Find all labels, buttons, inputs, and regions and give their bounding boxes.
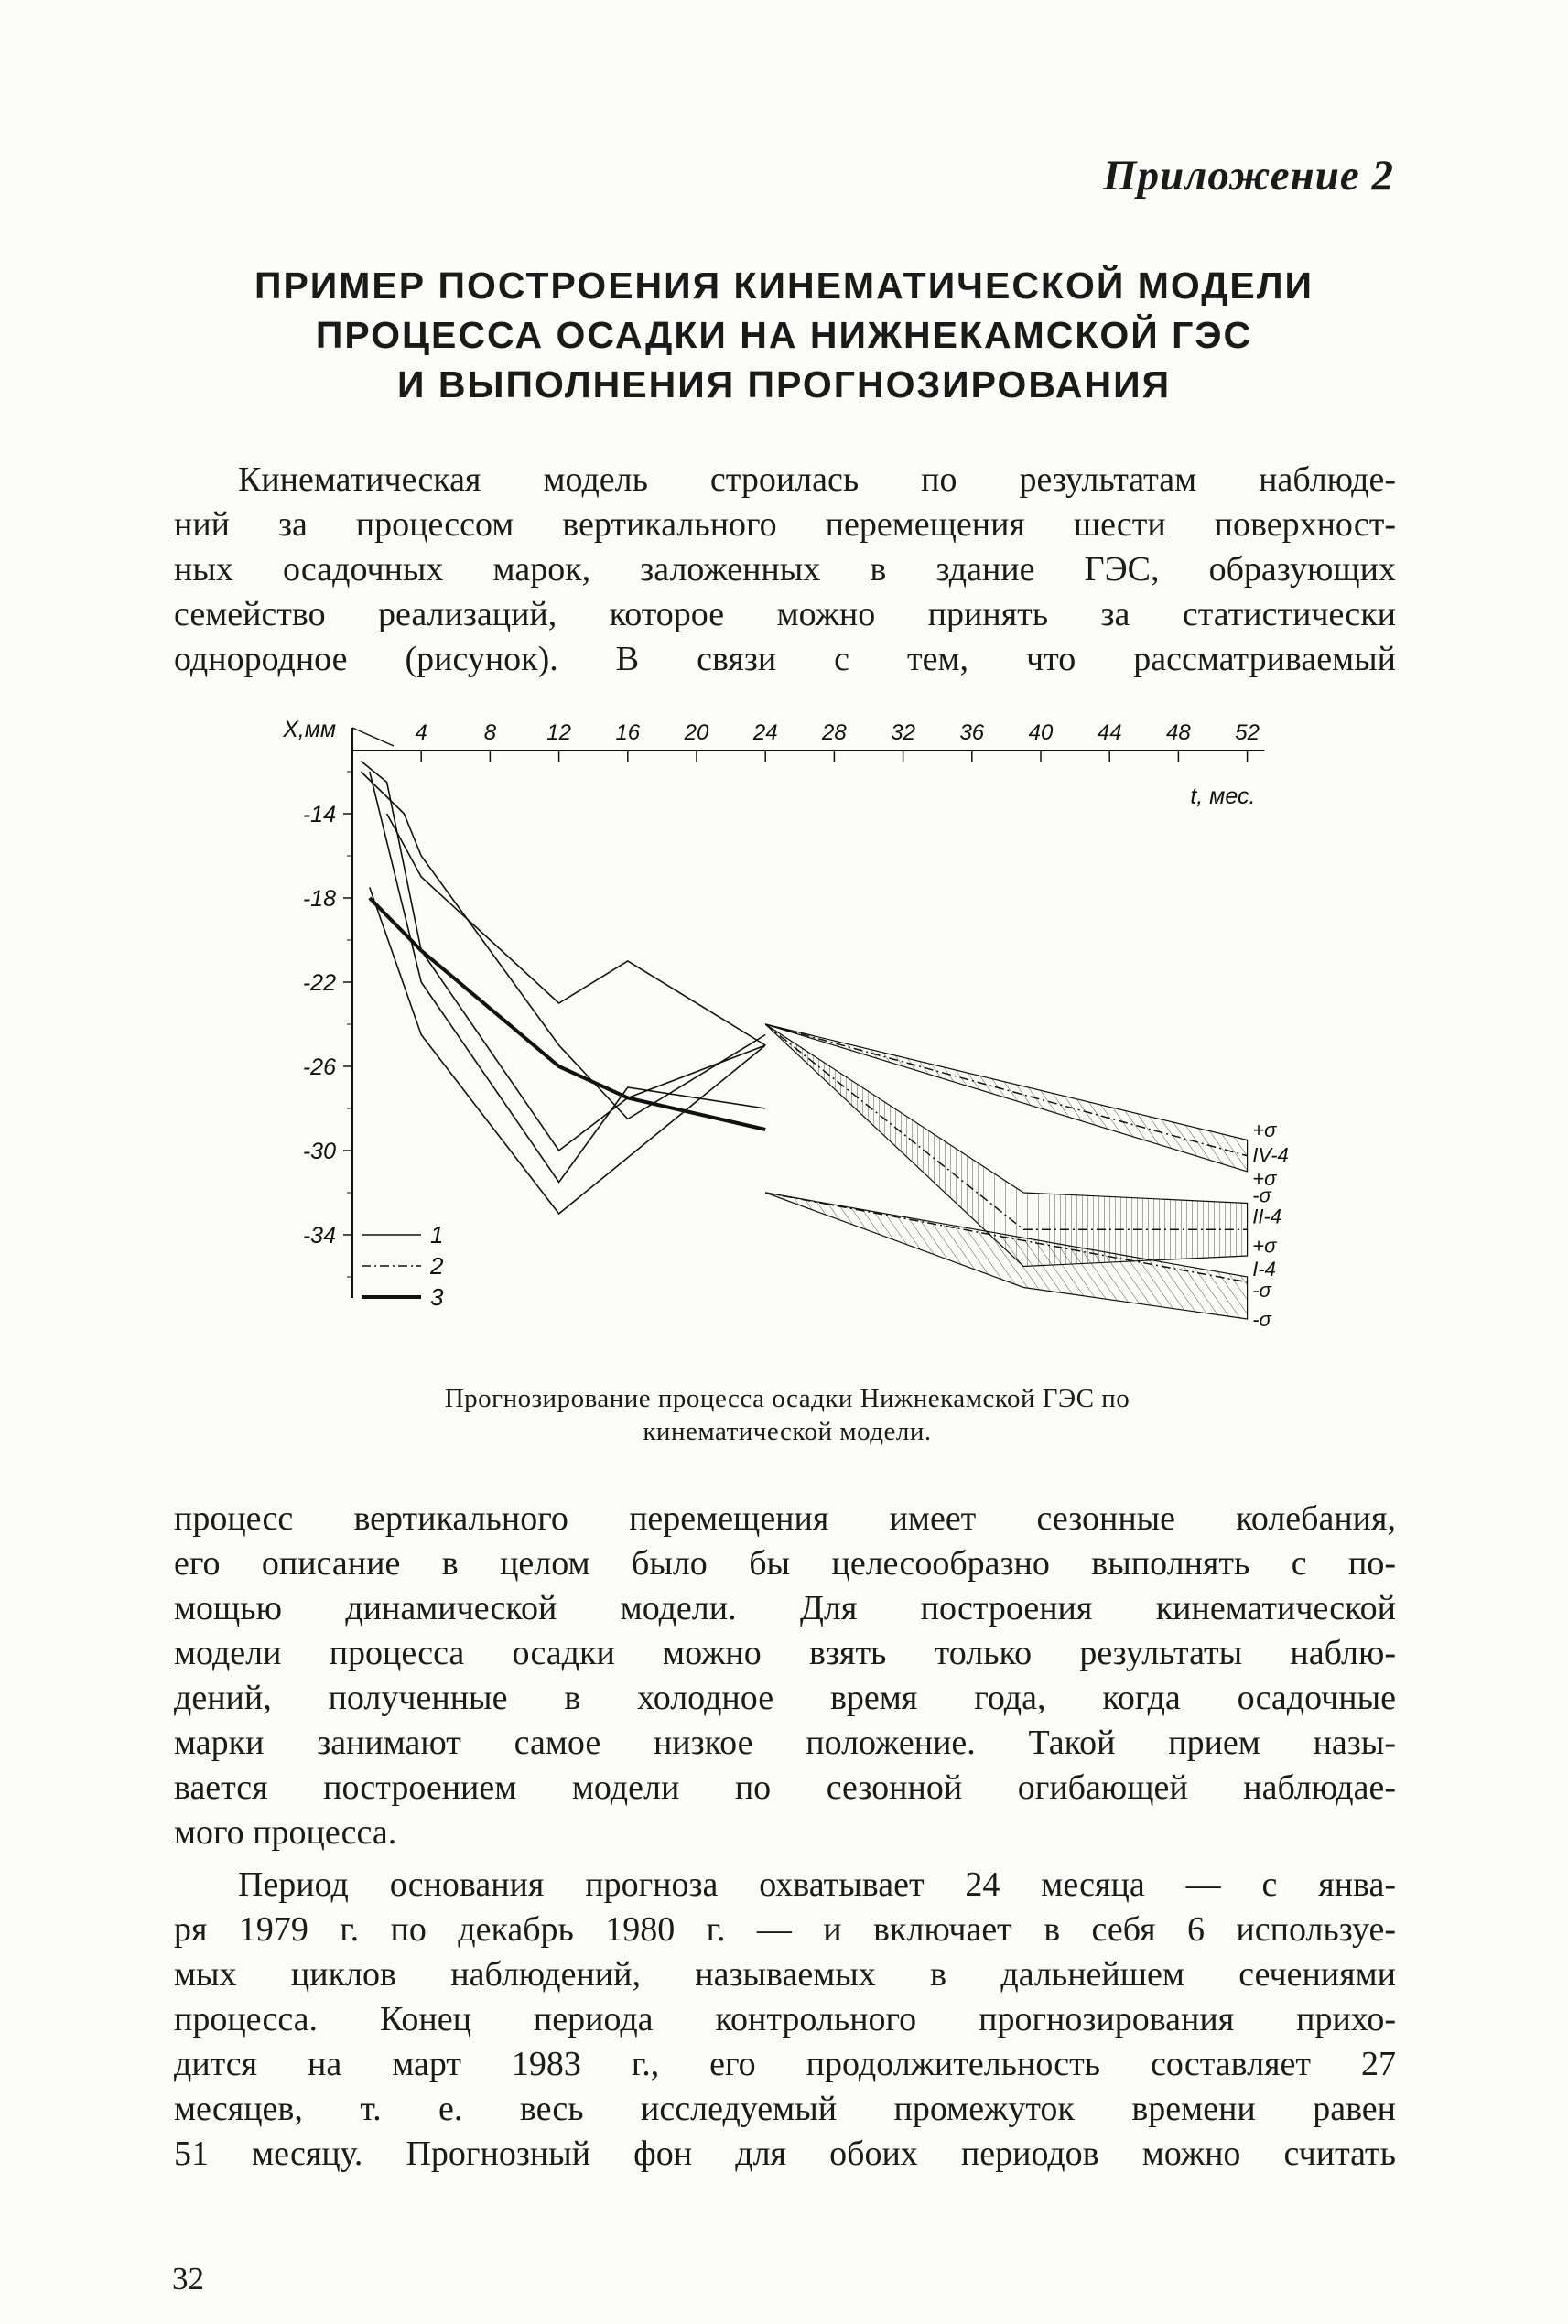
text-line: ря 1979 г. по декабрь 1980 г. — и включает в себя 6 используе-: [174, 1910, 1396, 1949]
title-line: И ВЫПОЛНЕНИЯ ПРОГНОЗИРОВАНИЯ: [396, 363, 1172, 405]
appendix-label: Приложение 2: [1103, 152, 1394, 200]
band-label: I-4: [1252, 1257, 1276, 1281]
text-line: мощью динамической модели. Для построения кинематической: [174, 1589, 1396, 1627]
band-label: +σ: [1252, 1119, 1277, 1141]
text-line: вается построением модели по сезонной огибающей наблюдае-: [174, 1768, 1396, 1807]
text-line: Период основания прогноза охватывает 24 месяца — с янва-: [238, 1865, 1396, 1904]
text-line: марки занимают самое низкое положение. Такой прием назы-: [174, 1724, 1396, 1762]
text-line: мого процесса.: [174, 1813, 397, 1852]
band-label: +σ: [1252, 1234, 1277, 1258]
y-tick-label: -34: [302, 1223, 336, 1248]
band-label: -σ: [1252, 1308, 1271, 1331]
y-tick-label: -30: [302, 1139, 336, 1164]
x-tick-label: 52: [1235, 720, 1260, 745]
x-tick-label: 32: [891, 720, 915, 745]
observation-line: [370, 772, 765, 1183]
caption-line: Прогнозирование процесса осадки Нижнекамской ГЭС по: [444, 1384, 1130, 1413]
text-line: процесса. Конец периода контрольного прогнозирования прихо-: [174, 2000, 1396, 2038]
text-line: 51 месяцу. Прогнозный фон для обоих периодов можно считать: [174, 2135, 1396, 2173]
paragraph-model: [174, 1497, 1396, 1855]
caption-line: кинематической модели.: [643, 1417, 932, 1446]
paragraph-intro: [174, 458, 1396, 682]
x-tick-label: 36: [959, 720, 985, 745]
legend-label: 2: [430, 1252, 444, 1280]
band-label: IV-4: [1252, 1143, 1289, 1167]
text-line: дится на март 1983 г., его продолжительность составляет 27: [174, 2045, 1396, 2083]
band-label: -σ: [1252, 1184, 1271, 1207]
band-label: -σ: [1252, 1278, 1271, 1302]
x-tick-label: 20: [684, 720, 709, 745]
text-line: дений, полученные в холодное время года, когда осадочные: [174, 1679, 1396, 1717]
text-line: ных осадочных марок, заложенных в здание ГЭС, образующих: [174, 550, 1396, 589]
text-line: модели процесса осадки можно взять только результаты наблю-: [174, 1634, 1396, 1672]
text-line: процесс вертикального перемещения имеет сезонные колебания,: [174, 1499, 1396, 1538]
legend-label: 1: [430, 1221, 444, 1248]
text-line: ний за процессом вертикального перемещения шести поверхност-: [174, 505, 1396, 544]
figure-caption: [275, 1382, 1300, 1448]
settlement-forecast-figure: [247, 705, 1300, 1364]
observation-line: [387, 814, 766, 1045]
x-tick-label: 4: [415, 720, 427, 745]
y-axis-label: X,мм: [283, 717, 336, 742]
x-tick-label: 44: [1097, 720, 1122, 745]
title-line: ПРИМЕР ПОСТРОЕНИЯ КИНЕМАТИЧЕСКОЙ МОДЕЛИ: [254, 265, 1314, 307]
y-tick-label: -18: [302, 886, 336, 912]
y-tick-label: -26: [302, 1054, 336, 1080]
x-tick-label: 48: [1166, 720, 1191, 745]
legend-label: 3: [430, 1283, 444, 1311]
x-tick-label: 8: [483, 720, 497, 745]
band-label: +σ: [1252, 1166, 1277, 1190]
page-number: 32: [172, 2261, 204, 2297]
text-line: Кинематическая модель строилась по результатам наблюде-: [238, 460, 1396, 499]
text-line: семейство реализаций, которое можно принять за статистически: [174, 595, 1396, 633]
y-tick-label: -22: [302, 970, 336, 996]
settlement-chart: [247, 705, 1300, 1364]
title-line: ПРОЦЕССА ОСАДКИ НА НИЖНЕКАМСКОЙ ГЭС: [315, 314, 1253, 356]
x-tick-label: 28: [822, 720, 847, 745]
text-line: его описание в целом было бы целесообразно выполнять с по-: [174, 1544, 1396, 1583]
x-tick-label: 12: [546, 720, 571, 745]
x-axis-label: t, мес.: [1190, 784, 1256, 809]
observation-line: [370, 888, 765, 1215]
x-tick-label: 40: [1028, 720, 1054, 745]
text-line: месяцев, т. е. весь исследуемый промежуток времени равен: [174, 2090, 1396, 2128]
band-label: II-4: [1252, 1205, 1282, 1228]
forecast-band: [765, 1024, 1247, 1172]
text-line: мых циклов наблюдений, называемых в дальнейшем сечениями: [174, 1955, 1396, 1994]
text-line: однородное (рисунок). В связи с тем, что рассматриваемый: [174, 640, 1396, 678]
page-title: [137, 261, 1431, 409]
axis-corner-stroke: [352, 728, 394, 746]
observation-line: [361, 762, 765, 1151]
observation-line: [370, 898, 765, 1130]
y-tick-label: -14: [302, 802, 336, 827]
paragraph-period: [174, 1863, 1396, 2177]
x-tick-label: 16: [615, 720, 641, 745]
x-tick-label: 24: [752, 720, 778, 745]
